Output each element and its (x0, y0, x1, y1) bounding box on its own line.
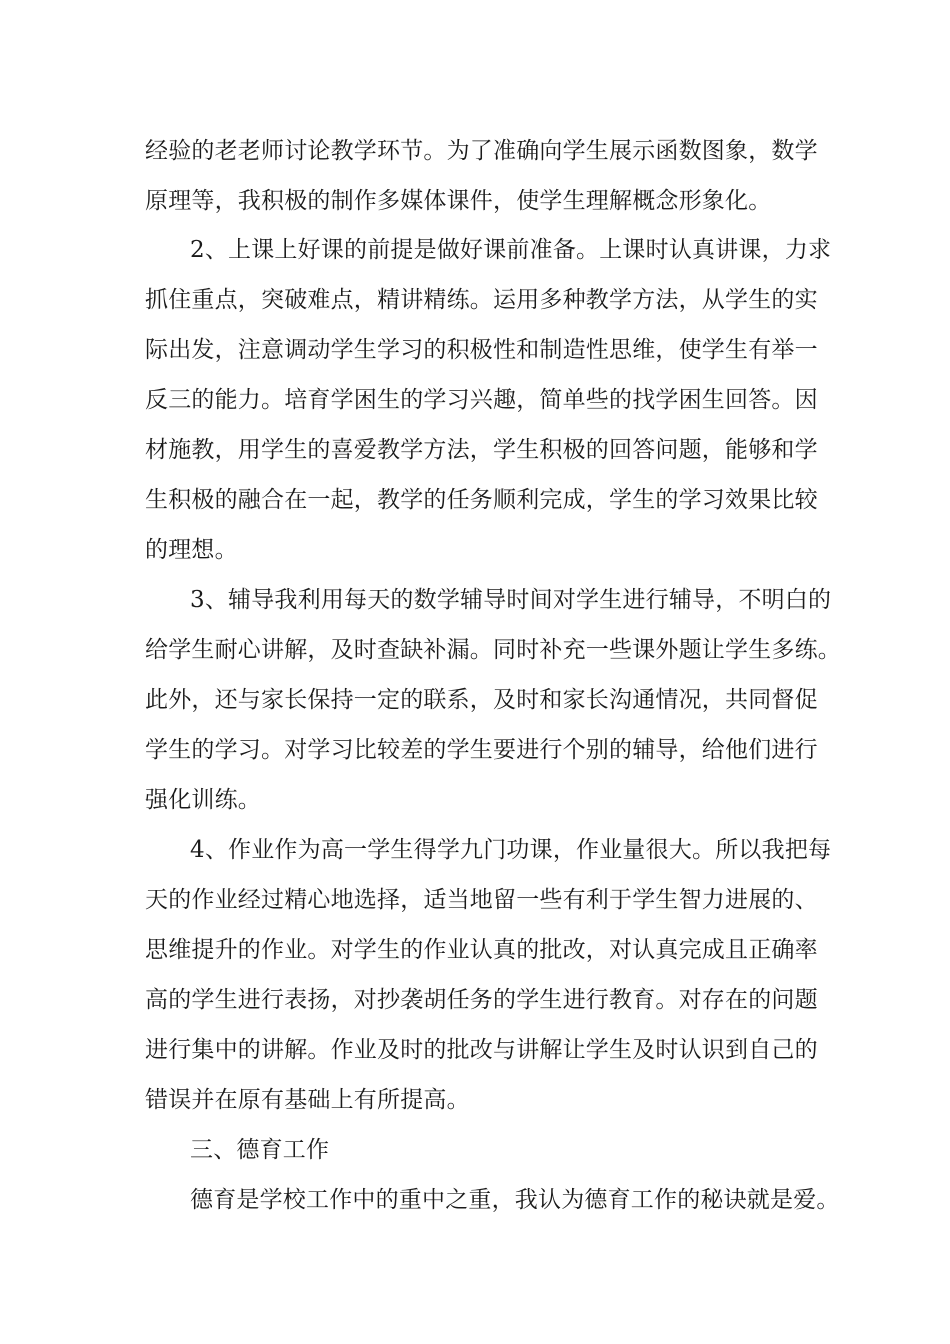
paragraph-start-line: 2、上课上好课的前提是做好课前准备。上课时认真讲课，力求 (190, 237, 832, 263)
text-line: 经验的老老师讨论教学环节。为了准确向学生展示函数图象，数学 (145, 138, 818, 164)
section-heading: 三、德育工作 (190, 1137, 330, 1163)
text-line: 生积极的融合在一起，教学的任务顺利完成，学生的学习效果比较 (145, 487, 818, 513)
text-line: 此外，还与家长保持一定的联系，及时和家长沟通情况，共同督促 (145, 687, 818, 713)
text-line: 的理想。 (145, 537, 238, 563)
paragraph-start-line: 德育是学校工作中的重中之重，我认为德育工作的秘诀就是爱。 (190, 1187, 840, 1213)
text-line: 抓住重点，突破难点，精讲精练。运用多种教学方法，从学生的实 (145, 287, 818, 313)
text-line: 给学生耐心讲解，及时查缺补漏。同时补充一些课外题让学生多练。 (145, 637, 841, 663)
paragraph-start-line: 3、辅导我利用每天的数学辅导时间对学生进行辅导，不明白的 (190, 587, 832, 613)
text-line: 强化训练。 (145, 787, 261, 813)
text-line: 错误并在原有基础上有所提高。 (145, 1087, 470, 1113)
text-line: 际出发，注意调动学生学习的积极性和制造性思维，使学生有举一 (145, 337, 818, 363)
text-line: 反三的能力。培育学困生的学习兴趣，简单些的找学困生回答。因 (145, 387, 818, 413)
text-line: 原理等，我积极的制作多媒体课件，使学生理解概念形象化。 (145, 188, 772, 214)
text-line: 高的学生进行表扬，对抄袭胡任务的学生进行教育。对存在的问题 (145, 987, 818, 1013)
text-line: 进行集中的讲解。作业及时的批改与讲解让学生及时认识到自己的 (145, 1037, 818, 1063)
text-line: 学生的学习。对学习比较差的学生要进行个别的辅导，给他们进行 (145, 737, 818, 763)
text-line: 思维提升的作业。对学生的作业认真的批改，对认真完成且正确率 (145, 937, 818, 963)
text-line: 材施教，用学生的喜爱教学方法，学生积极的回答问题，能够和学 (145, 437, 818, 463)
paragraph-start-line: 4、作业作为高一学生得学九门功课，作业量很大。所以我把每 (190, 837, 832, 863)
text-line: 天的作业经过精心地选择，适当地留一些有利于学生智力进展的、 (145, 887, 818, 913)
